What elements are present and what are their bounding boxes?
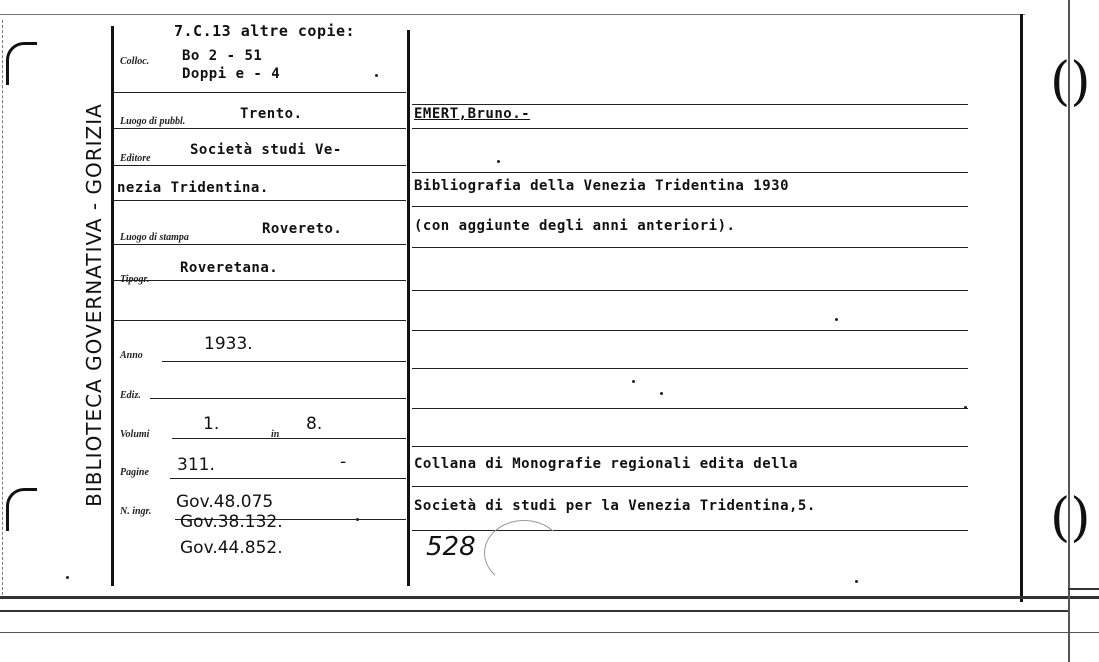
rule-tipografia bbox=[114, 280, 406, 281]
speck bbox=[855, 580, 858, 583]
speck bbox=[964, 406, 967, 409]
punch-hole-top-icon: () bbox=[1050, 52, 1091, 112]
series-line-1: Collana di Monografie regionali edita della bbox=[414, 456, 798, 472]
speck bbox=[835, 318, 838, 321]
speck bbox=[660, 392, 663, 395]
label-tipografia: Tipogr. bbox=[120, 274, 150, 285]
rule-blank bbox=[114, 320, 406, 321]
rule-right-4 bbox=[412, 206, 968, 207]
colloc-value-1: Bo 2 - 51 bbox=[182, 48, 263, 64]
label-edizione: Ediz. bbox=[120, 390, 141, 401]
rule-right-7 bbox=[412, 330, 968, 331]
stamp-arc bbox=[484, 520, 564, 586]
card-left-edge bbox=[2, 20, 3, 595]
editore-value-1: Società studi Ve- bbox=[190, 142, 342, 158]
label-collocazione: Colloc. bbox=[120, 56, 150, 67]
institution-vertical-label: BIBLIOTECA GOVERNATIVA - GORIZIA bbox=[82, 103, 106, 507]
series-line-2: Società di studi per la Venezia Tridentina,5. bbox=[414, 498, 816, 514]
label-pagine: Pagine bbox=[120, 467, 149, 478]
rule-right-10 bbox=[412, 446, 968, 447]
punch-hole-bottom-icon: () bbox=[1050, 488, 1091, 548]
label-volumi: Volumi bbox=[120, 429, 150, 440]
rule-volumi bbox=[172, 438, 406, 439]
copies-line: 7.C.13 altre copie: bbox=[174, 22, 356, 40]
rule-anno bbox=[162, 361, 406, 362]
rule-right-1 bbox=[412, 104, 968, 105]
page-bottom-line bbox=[0, 632, 1099, 633]
card-top-edge bbox=[0, 14, 1025, 15]
in-value: 8. bbox=[306, 414, 323, 434]
label-anno: Anno bbox=[120, 350, 143, 361]
card-bottom-edge bbox=[0, 596, 1099, 599]
rule-editore-2 bbox=[114, 200, 406, 201]
handwritten-number: 528 bbox=[426, 532, 476, 562]
ingr-value-1: Gov.48.075 bbox=[176, 492, 274, 512]
speck bbox=[375, 74, 378, 77]
title-line-1: Bibliografia della Venezia Tridentina 1930 bbox=[414, 178, 790, 194]
speck bbox=[66, 576, 69, 579]
left-column-divider bbox=[111, 26, 114, 586]
ingr-value-3: Gov.44.852. bbox=[180, 538, 283, 558]
editore-value-2: nezia Tridentina. bbox=[117, 180, 269, 196]
rule-colloc bbox=[114, 92, 406, 93]
rule-right-2 bbox=[412, 128, 968, 129]
luogo-stampa-value: Rovereto. bbox=[262, 221, 343, 237]
speck bbox=[356, 518, 359, 521]
label-n-ingr: N. ingr. bbox=[120, 506, 152, 517]
label-luogo-stampa: Luogo di stampa bbox=[120, 232, 189, 243]
title-line-2: (con aggiunte degli anni anteriori). bbox=[414, 218, 736, 234]
rule-luogo-pubbl bbox=[114, 128, 406, 129]
card-right-border bbox=[1020, 14, 1023, 602]
pagine-value: 311. bbox=[177, 455, 215, 475]
rule-luogo-stampa bbox=[114, 244, 406, 245]
rule-right-3 bbox=[412, 172, 968, 173]
rule-right-11 bbox=[412, 486, 968, 487]
margin-mark-top bbox=[6, 42, 37, 85]
label-luogo-pubbl: Luogo di pubbl. bbox=[120, 116, 186, 127]
luogo-pubbl-value: Trento. bbox=[240, 106, 303, 122]
speck bbox=[497, 160, 500, 163]
rule-right-8 bbox=[412, 368, 968, 369]
speck bbox=[632, 380, 635, 383]
middle-column-divider bbox=[407, 30, 410, 586]
author-name: EMERT,Bruno.- bbox=[414, 106, 531, 122]
colloc-value-2: Doppi e - 4 bbox=[182, 66, 281, 82]
anno-value: 1933. bbox=[204, 334, 253, 354]
volumi-value: 1. bbox=[203, 414, 220, 434]
card-bottom-edge-2 bbox=[0, 610, 1070, 612]
tipografia-value: Roveretana. bbox=[180, 260, 279, 276]
rule-editore bbox=[114, 165, 406, 166]
margin-mark-bottom bbox=[6, 488, 37, 531]
rule-pagine bbox=[170, 478, 406, 479]
pagine-extra-value: - bbox=[340, 452, 347, 472]
label-in: in bbox=[271, 429, 280, 440]
rule-right-6 bbox=[412, 290, 968, 291]
ingr-value-2: Gov.38.132. bbox=[180, 512, 283, 532]
rule-right-5 bbox=[412, 247, 968, 248]
right-margin-rule bbox=[1068, 588, 1099, 590]
rule-edizione bbox=[150, 398, 406, 399]
rule-right-9 bbox=[412, 408, 968, 409]
label-editore: Editore bbox=[120, 153, 151, 164]
